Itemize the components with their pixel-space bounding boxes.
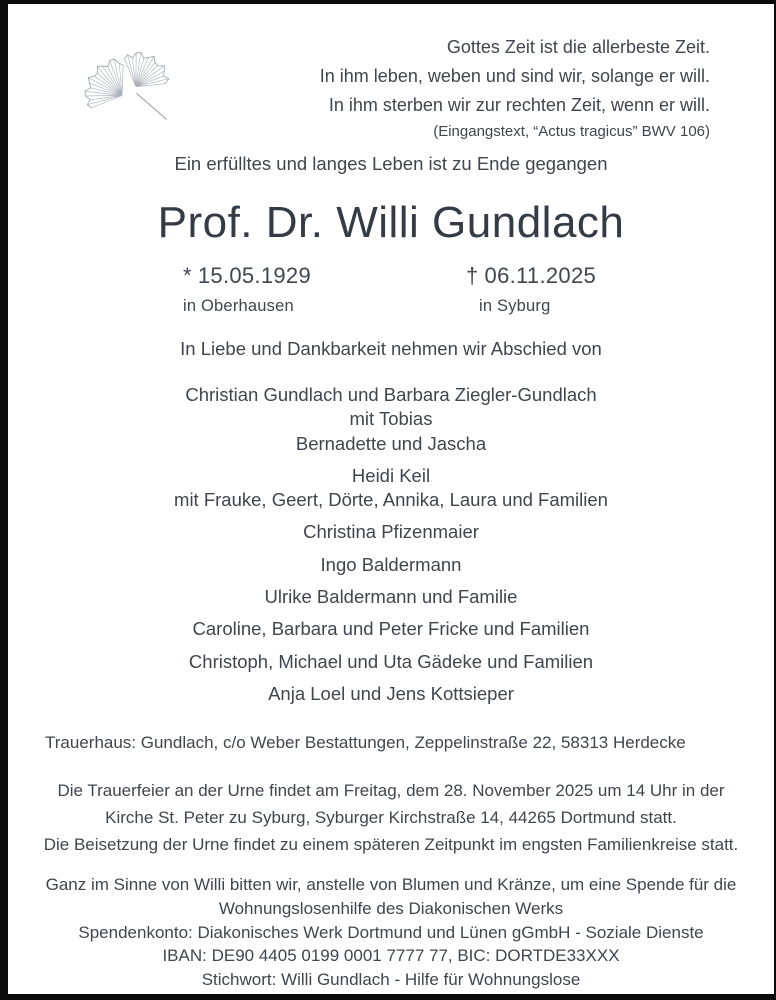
donation-account-line: Spendenkonto: Diakonisches Werk Dortmund und Lünen gGmbH - Soziale Dienste [78,922,704,942]
mourner-group [8,617,774,641]
mourner-line: mit Tobias [349,408,433,430]
deceased-name: Prof. Dr. Willi Gundlach [157,198,625,247]
death-place: in Syburg [479,297,551,315]
mourner-line: Heidi Keil [351,464,431,486]
quote-block [320,33,710,141]
death-date: 06.11.2025 [484,263,597,288]
donation-request-line: Ganz im Sinne von Willi bitten wir, anstelle von Blumen und Kränze, um eine Spende für die [45,875,737,894]
mourner-group [8,553,774,577]
birth-date: 15.05.1929 [197,263,311,288]
birth-column [183,263,311,316]
quote-line: In ihm leben, weben und sind wir, solange er will. [319,66,710,86]
donation-keyword-line: Stichwort: Willi Gundlach - Hilfe für Wohnungslose [201,970,581,990]
mourner-line: mit Frauke, Geert, Dörte, Annika, Laura und Familien [174,489,608,511]
death-date-line [466,263,596,289]
mourners-list [8,383,774,714]
mourner-group [8,682,774,706]
mourner-group [8,585,774,609]
ginkgo-leaf-icon [78,22,176,120]
mourner-line: Bernadette und Jascha [295,432,487,454]
service-line: Die Trauerfeier an der Urne findet am Freitag, dem 28. November 2025 um 14 Uhr in der [57,781,725,800]
donation-block [8,873,774,992]
funeral-home-line: Trauerhaus: Gundlach, c/o Weber Bestattungen, Zeppelinstraße 22, 58313 Herdecke [45,733,686,752]
burial-line: Die Beisetzung der Urne findet zu einem späteren Zeitpunkt im engsten Familienkreise statt. [43,835,739,854]
death-dagger-symbol: † [466,263,479,288]
mourner-group [8,520,774,544]
birth-date-line [183,263,311,289]
donation-cause-line: Wohnungslosenhilfe des Diakonischen Werks [218,898,564,918]
mourner-line: Caroline, Barbara und Peter Fricke und Familien [192,618,590,640]
service-line: Kirche St. Peter zu Syburg, Syburger Kirchstraße 14, 44265 Dortmund statt. [105,808,677,827]
mourner-line: Christian Gundlach und Barbara Ziegler-Gundlach [185,384,597,405]
farewell-line: In Liebe und Dankbarkeit nehmen wir Abschied von [180,338,602,359]
mourner-group [8,650,774,674]
mourner-line: Ulrike Baldermann und Familie [264,586,518,608]
quote-line: In ihm sterben wir zur rechten Zeit, wenn er will. [328,95,710,115]
quote-attribution: (Eingangstext, “Actus tragicus” BWV 106) [433,123,710,140]
mourner-line: Ingo Baldermann [320,553,462,575]
service-paragraph [8,777,774,831]
mourner-group [8,383,774,456]
quote-line: Gottes Zeit ist die allerbeste Zeit. [446,37,710,57]
mourner-group [8,464,774,513]
mourner-line: Christoph, Michael und Uta Gädeke und Familien [188,650,594,672]
dates-row [8,263,774,327]
donation-iban-line: IBAN: DE90 4405 0199 0001 7777 77, BIC: DORTDE33XXX [162,946,620,966]
mourner-line: Anja Loel und Jens Kottsieper [268,682,514,704]
mourner-line: Christina Pfizenmaier [303,521,479,543]
birth-symbol: * [183,263,192,288]
death-column [466,263,596,316]
intro-line: Ein erfülltes und langes Leben ist zu Ende gegangen [174,153,608,174]
birth-place: in Oberhausen [183,297,294,315]
